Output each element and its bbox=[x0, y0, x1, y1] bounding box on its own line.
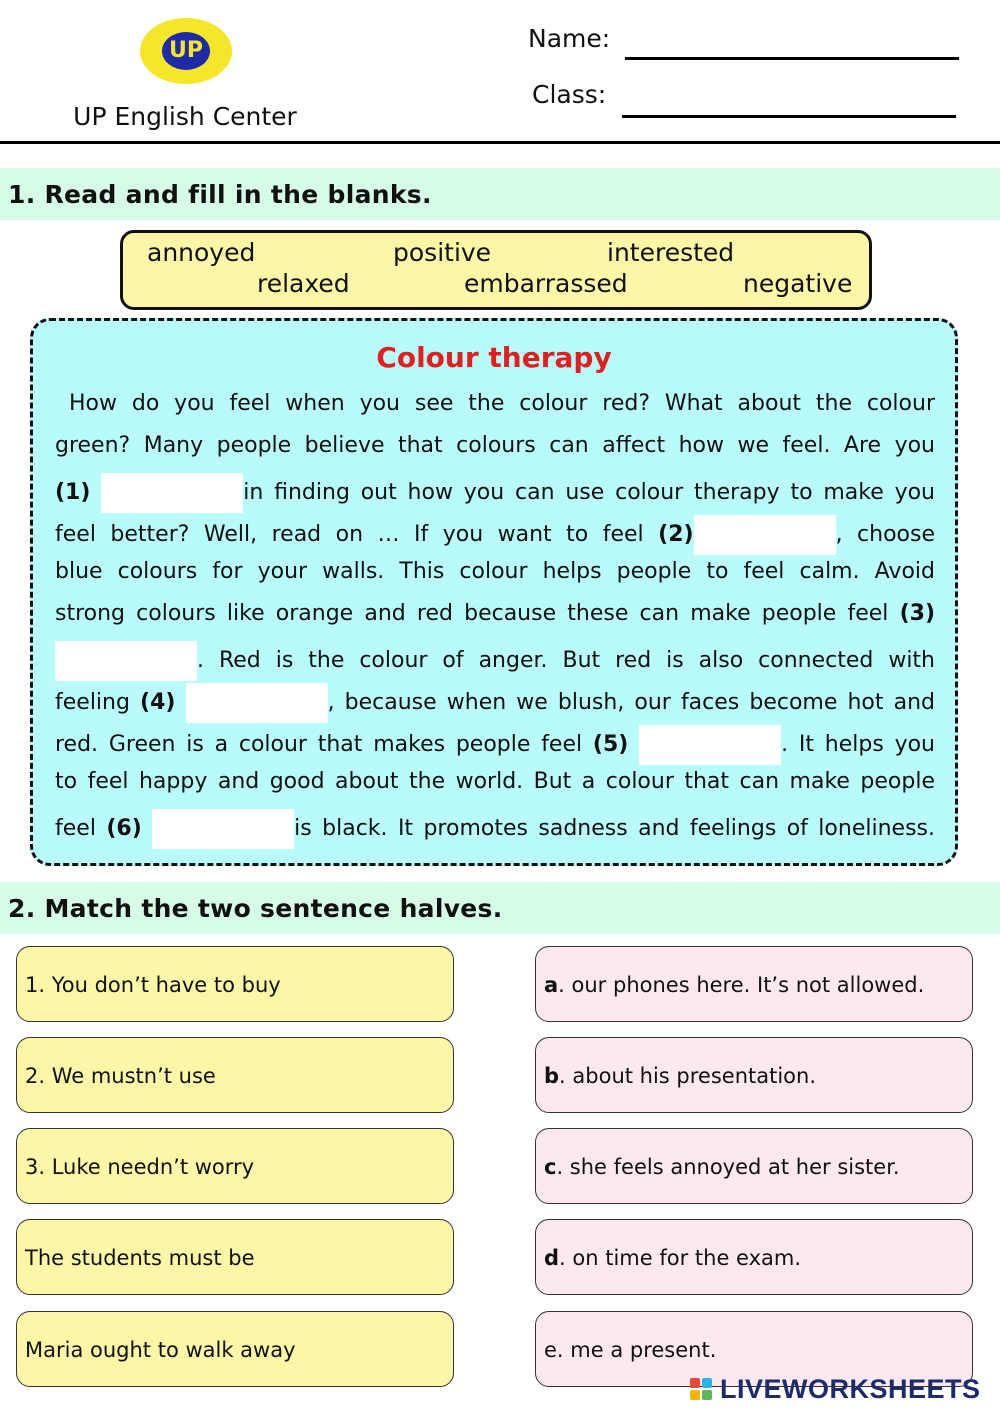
brand-text: LIVEWORKSHEETS bbox=[720, 1374, 981, 1404]
name-label: Name: bbox=[528, 24, 611, 53]
passage-line: blue colours for your walls. This colour helps people to feel calm. Avoid bbox=[55, 559, 935, 584]
word-bank-item: positive bbox=[393, 238, 492, 267]
word-bank-item: negative bbox=[743, 269, 853, 298]
blank-3-input[interactable] bbox=[55, 641, 197, 681]
word-bank-item: annoyed bbox=[147, 238, 256, 267]
passage-box bbox=[30, 318, 958, 866]
passage-line: red. Green is a colour that makes people feel (5) . It helps you bbox=[55, 725, 935, 755]
logo bbox=[140, 18, 232, 84]
passage-line: . Red is the colour of anger. But red is also connected with bbox=[55, 641, 935, 671]
section-2-header bbox=[0, 882, 1000, 934]
passage-line: feel (6) is black. It promotes sadness and feelings of loneliness. bbox=[55, 809, 935, 839]
section-1-header bbox=[0, 168, 1000, 220]
word-bank-item: relaxed bbox=[257, 269, 350, 298]
class-field[interactable] bbox=[622, 115, 956, 118]
blank-number: (4) bbox=[140, 690, 176, 715]
passage-line: strong colours like orange and red because these can make people feel (3) bbox=[55, 601, 935, 626]
word-bank-item: interested bbox=[607, 238, 735, 267]
match-right-item[interactable]: e. me a present. bbox=[535, 1311, 973, 1387]
match-right-item[interactable]: c. she feels annoyed at her sister. bbox=[535, 1128, 973, 1204]
header-divider bbox=[0, 141, 1000, 144]
passage-line: feel better? Well, read on … If you want to feel (2) , choose bbox=[55, 515, 935, 545]
match-left-item[interactable]: 2. We mustn’t use bbox=[16, 1037, 454, 1113]
center-name: UP English Center bbox=[73, 102, 297, 131]
passage-line: to feel happy and good about the world. But a colour that can make people bbox=[55, 769, 935, 794]
section-2-title: 2. Match the two sentence halves. bbox=[8, 894, 503, 923]
word-bank bbox=[120, 230, 872, 310]
brand-logo-icon bbox=[690, 1378, 714, 1402]
blank-5-input[interactable] bbox=[639, 725, 781, 765]
blank-2-input[interactable] bbox=[694, 515, 836, 555]
blank-number: (3) bbox=[899, 601, 935, 626]
passage-line: feeling (4) , because when we blush, our faces become hot and bbox=[55, 683, 935, 713]
passage-line: green? Many people believe that colours can affect how we feel. Are you bbox=[55, 433, 935, 458]
blank-number: (5) bbox=[592, 732, 629, 757]
blank-6-input[interactable] bbox=[152, 809, 294, 849]
passage-title: Colour therapy bbox=[376, 341, 612, 374]
match-left-item[interactable]: 1. You don’t have to buy bbox=[16, 946, 454, 1022]
class-label: Class: bbox=[532, 80, 607, 109]
name-field[interactable] bbox=[625, 57, 959, 60]
match-left-item[interactable]: 3. Luke needn’t worry bbox=[16, 1128, 454, 1204]
match-right-item[interactable]: b. about his presentation. bbox=[535, 1037, 973, 1113]
match-left-item[interactable]: Maria ought to walk away bbox=[16, 1311, 454, 1387]
match-left-item[interactable]: The students must be bbox=[16, 1219, 454, 1295]
word-bank-item: embarrassed bbox=[464, 269, 628, 298]
blank-1-input[interactable] bbox=[101, 473, 243, 513]
blank-number: (2) bbox=[658, 522, 694, 547]
passage-line: How do you feel when you see the colour red? What about the colour bbox=[69, 391, 935, 416]
match-right-item[interactable]: a. our phones here. It’s not allowed. bbox=[535, 946, 973, 1022]
passage-line: (1) in finding out how you can use colour therapy to make you bbox=[55, 473, 935, 503]
logo-text: UP bbox=[162, 32, 210, 70]
match-right-item[interactable]: d. on time for the exam. bbox=[535, 1219, 973, 1295]
liveworksheets-brand[interactable] bbox=[690, 1374, 990, 1406]
blank-4-input[interactable] bbox=[186, 683, 328, 723]
blank-number: (1) bbox=[55, 480, 91, 505]
section-1-title: 1. Read and fill in the blanks. bbox=[8, 180, 432, 209]
blank-number: (6) bbox=[106, 816, 142, 841]
